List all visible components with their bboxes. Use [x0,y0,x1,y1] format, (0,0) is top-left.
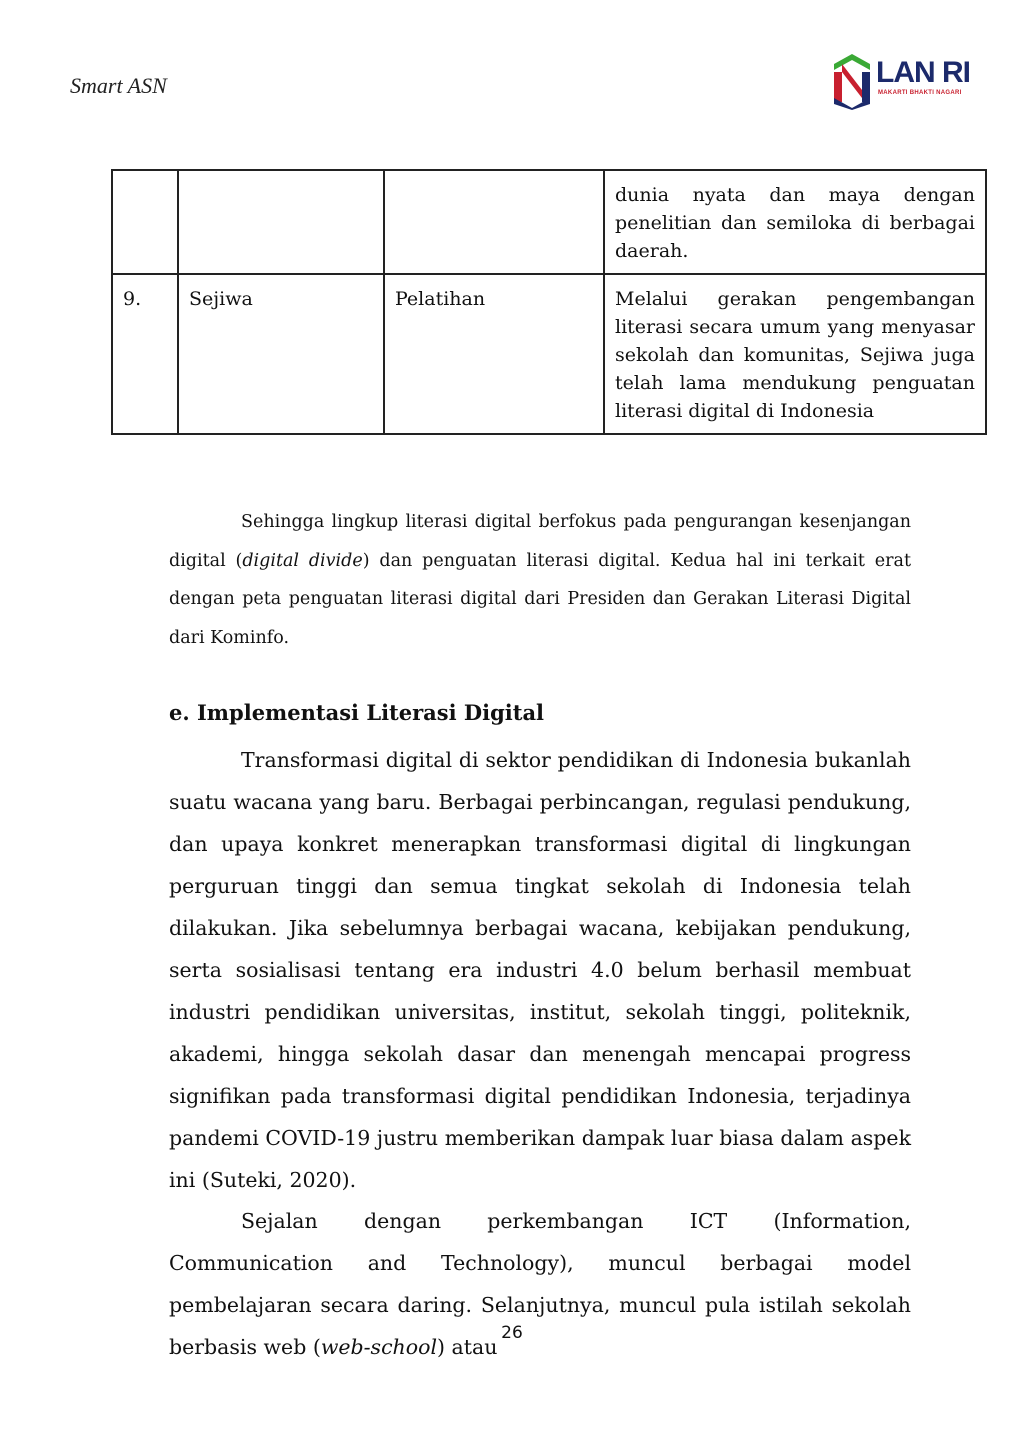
paragraph-digital-literacy-scope [169,503,911,657]
table-cell-description: dunia nyata dan maya dengan penelitian dan semiloka di berbagai daerah. [604,170,986,274]
paragraph-text: Sejalan dengan perkembangan ICT (Information, Communication and Technology), muncul berbagai model pembelajaran secara daring. Selanjutnya, muncul pula istilah sekolah berbasis web ( [169,1209,911,1359]
section-heading: e. Implementasi Literasi Digital [169,700,545,725]
table-cell-type: Pelatihan [384,274,604,434]
italic-term: web-school [320,1335,438,1359]
lan-ri-logo [830,52,980,112]
page-number: 26 [501,1323,523,1343]
table-row [112,274,986,434]
paragraph-text: Sehingga lingkup literasi digital berfokus pada pengurangan kesenjangan digital ( [169,512,911,571]
paragraph-text: ) dan penguatan literasi digital. Kedua hal ini terkait erat dengan peta penguatan literasi digital dari Presiden dan Gerakan Literasi Digital dari Kominfo. [169,550,911,648]
table-cell-name: Sejiwa [178,274,384,434]
institution-table [111,169,987,435]
logo-text: LAN RI [876,56,970,89]
table-cell-no: 9. [112,274,178,434]
table-cell-no [112,170,178,274]
logo-tagline: MAKARTI BHAKTI NAGARI [878,90,962,96]
running-header-title: Smart ASN [70,73,167,98]
table-cell-description: Melalui gerakan pengembangan literasi secara umum yang menyasar sekolah dan komunitas, Sejiwa juga telah lama mendukung penguatan literasi digital di Indonesia [604,274,986,434]
paragraph-text: ) atau [437,1335,498,1359]
table-cell-type [384,170,604,274]
lan-ri-emblem-icon [830,52,874,110]
table-cell-name [178,170,384,274]
paragraph-digital-transformation: Transformasi digital di sektor pendidikan di Indonesia bukanlah suatu wacana yang baru. Berbagai perbincangan, regulasi pendukung, dan upaya konkret menerapkan transformasi digital di lingkungan perguruan tinggi dan semua tingkat sekolah di Indonesia telah dilakukan. Jika sebelumnya berbagai wacana, kebijakan pendukung, serta sosialisasi tentang era industri 4.0 belum berhasil membuat industri pendidikan universitas, institut, sekolah tinggi, politeknik, akademi, hingga sekolah dasar dan menengah mencapai progress signifikan pada transformasi digital pendidikan Indonesia, terjadinya pandemi COVID-19 justru memberikan dampak luar biasa dalam aspek ini (Suteki, 2020). [169,748,911,1192]
table-row [112,170,986,274]
italic-term: digital divide [242,550,363,571]
